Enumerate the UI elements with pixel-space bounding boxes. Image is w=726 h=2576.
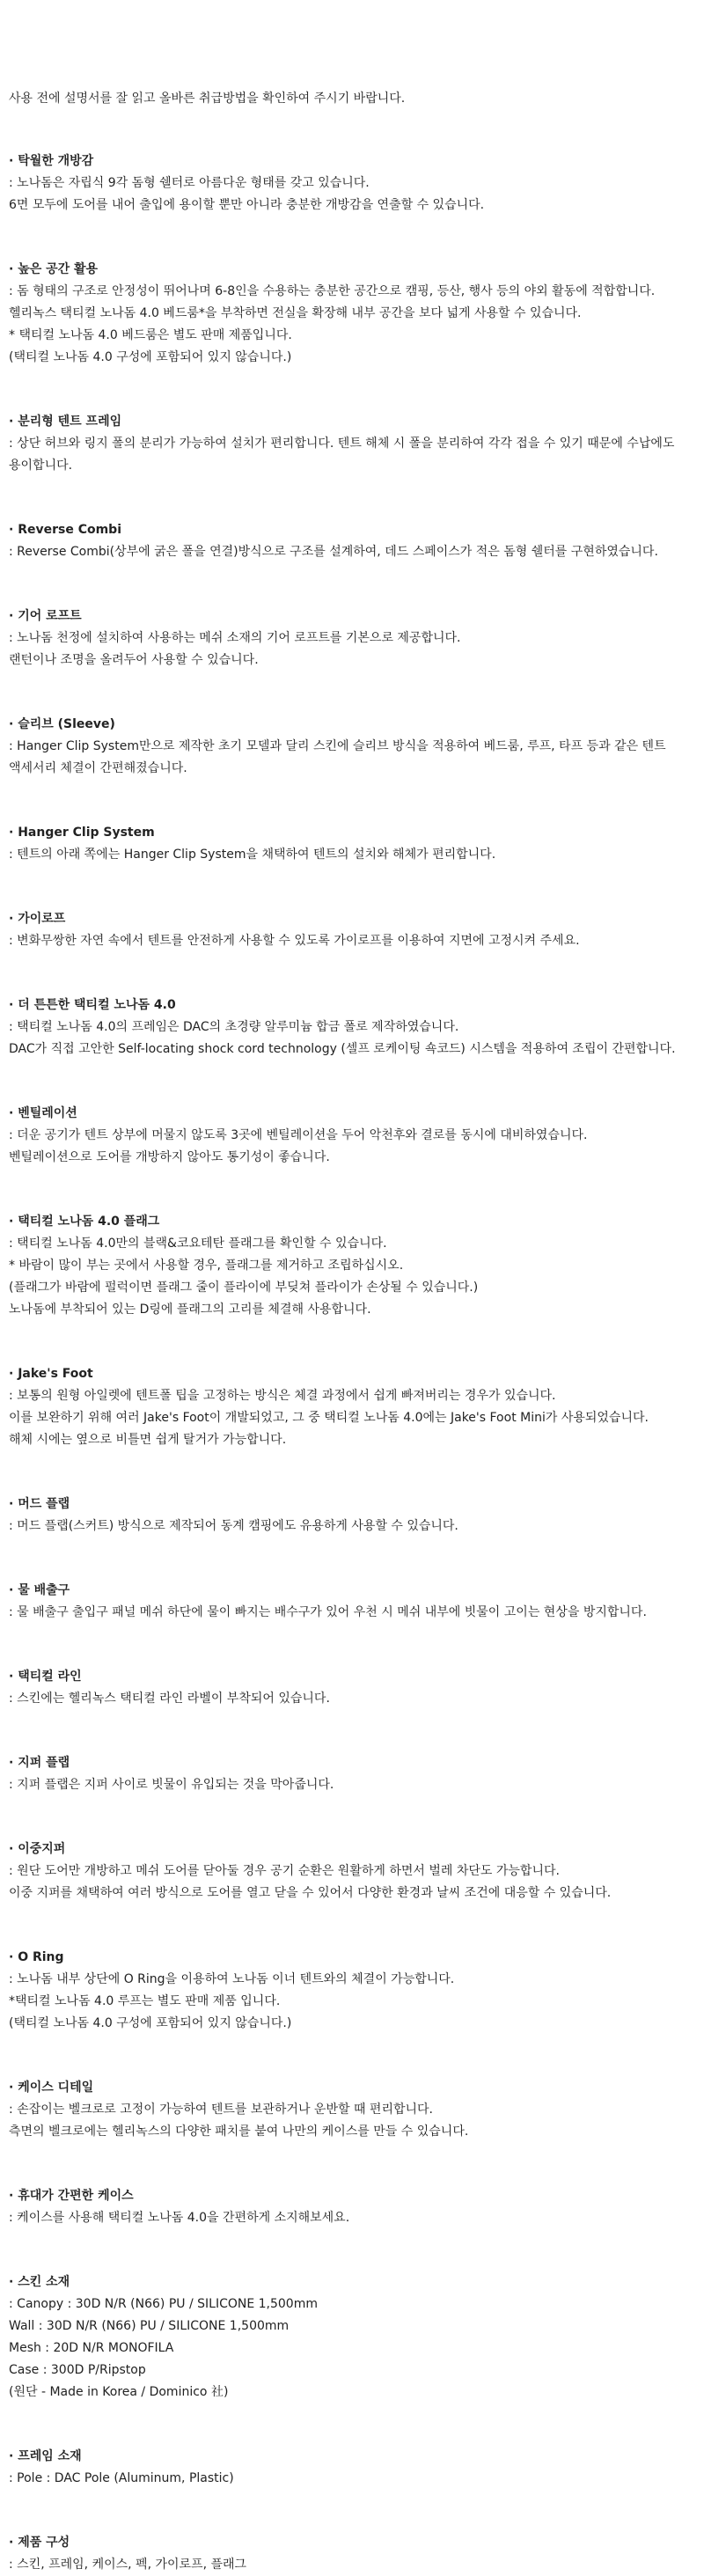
- section-text-line: : 텐트의 아래 쪽에는 Hanger Clip System을 채택하여 텐트의 설치와 해체가 편리합니다.: [9, 848, 496, 862]
- feature-section: [9, 714, 717, 780]
- section-text-line: * 택티컬 노나돔 4.0 베드룸은 별도 판매 제품입니다.: [9, 328, 292, 342]
- section-text-line: Mesh : 20D N/R MONOFILA: [9, 2341, 174, 2355]
- section-title: · 높은 공간 활용: [9, 262, 99, 276]
- feature-section: [9, 1838, 717, 1904]
- section-text-line: : 손잡이는 벨크로로 고정이 가능하여 텐트를 보관하거나 운반할 때 편리합니다.: [9, 2103, 433, 2117]
- section-title: · 탁월한 개방감: [9, 154, 94, 168]
- feature-section: [9, 259, 717, 369]
- section-text-line: 헬리녹스 택티컬 노나돔 4.0 베드룸*을 부착하면 전실을 확장해 내부 공간을 보다 넓게 사용할 수 있습니다.: [9, 306, 582, 320]
- section-title: · 이중지퍼: [9, 1842, 66, 1856]
- section-text-line: (원단 - Made in Korea / Dominico 社): [9, 2385, 229, 2399]
- section-title: · 택티컬 라인: [9, 1670, 82, 1684]
- section-title: · Hanger Clip System: [9, 826, 155, 840]
- section-text-line: : 스킨, 프레임, 케이스, 펙, 가이로프, 플래그: [9, 2558, 247, 2572]
- section-text-line: : Hanger Clip System만으로 제작한 초기 모델과 달리 스킨에 슬리브 방식을 적용하여 베드룸, 루프, 타프 등과 같은 텐트 액세서리 체결이 간편해졌습니다.: [9, 739, 666, 775]
- section-title: · O Ring: [9, 1950, 64, 1964]
- section-text-line: : 상단 허브와 링지 폴의 분리가 가능하여 설치가 편리합니다. 텐트 해체 시 폴을 분리하여 각각 접을 수 있기 때문에 수납에도 용이합니다.: [9, 437, 675, 473]
- feature-section: [9, 1363, 717, 1451]
- feature-section: [9, 2271, 717, 2404]
- section-text-line: 랜턴이나 조명을 올려두어 사용할 수 있습니다.: [9, 653, 259, 667]
- section-title: · 케이스 디테일: [9, 2081, 94, 2095]
- section-text-line: : 머드 플랩(스커트) 방식으로 제작되어 동계 캠핑에도 유용하게 사용할 수 있습니다.: [9, 1519, 458, 1533]
- section-text-line: 6면 모두에 도어를 내어 출입에 용이할 뿐만 아니라 충분한 개방감을 연출할 수 있습니다.: [9, 198, 485, 212]
- feature-section: [9, 1103, 717, 1169]
- feature-sections: [9, 150, 717, 2576]
- feature-section: [9, 411, 717, 477]
- section-text-line: (플래그가 바람에 펄럭이면 플래그 줄이 플라이에 부딪쳐 플라이가 손상될 수 있습니다.): [9, 1281, 479, 1295]
- section-text-line: : 물 배출구 출입구 패널 메쉬 하단에 물이 빠지는 배수구가 있어 우천 시 메쉬 내부에 빗물이 고이는 현상을 방지합니다.: [9, 1605, 647, 1619]
- section-text-line: : 지퍼 플랩은 지퍼 사이로 빗물이 유입되는 것을 막아줍니다.: [9, 1778, 334, 1792]
- section-text-line: Wall : 30D N/R (N66) PU / SILICONE 1,500mm: [9, 2319, 290, 2333]
- section-text-line: : 스킨에는 헬리녹스 택티컬 라인 라벨이 부착되어 있습니다.: [9, 1692, 330, 1706]
- section-text-line: 이를 보완하기 위해 여러 Jake's Foot이 개발되었고, 그 중 택티컬 노나돔 4.0에는 Jake's Foot Mini가 사용되었습니다.: [9, 1411, 649, 1425]
- section-title: · Reverse Combi: [9, 523, 121, 537]
- section-text-line: (택티컬 노나돔 4.0 구성에 포함되어 있지 않습니다.): [9, 2016, 292, 2030]
- section-text-line: : Pole : DAC Pole (Aluminum, Plastic): [9, 2471, 234, 2485]
- section-title: · 더 튼튼한 택티컬 노나돔 4.0: [9, 998, 176, 1012]
- section-text-line: 해체 시에는 옆으로 비틀면 쉽게 탈거가 가능합니다.: [9, 1433, 287, 1447]
- section-title: · 프레임 소재: [9, 2449, 82, 2463]
- section-text-line: 벤틸레이션으로 도어를 개방하지 않아도 통기성이 좋습니다.: [9, 1150, 330, 1164]
- section-text-line: 노나돔에 부착되어 있는 D링에 플래그의 고리를 체결해 사용합니다.: [9, 1303, 371, 1317]
- feature-section: [9, 2446, 717, 2490]
- feature-section: [9, 1211, 717, 1321]
- feature-section: [9, 1947, 717, 2035]
- section-text-line: : Canopy : 30D N/R (N66) PU / SILICONE 1,500mm: [9, 2297, 318, 2311]
- section-title: · 지퍼 플랩: [9, 1756, 70, 1770]
- section-text-line: : 보통의 원형 아일렛에 텐트폴 팁을 고정하는 방식은 체결 과정에서 쉽게 빠져버리는 경우가 있습니다.: [9, 1389, 556, 1403]
- section-text-line: : 돔 형태의 구조로 안정성이 뛰어나며 6-8인을 수용하는 충분한 공간으로 캠핑, 등산, 행사 등의 야외 활동에 적합합니다.: [9, 284, 656, 298]
- section-text-line: 이중 지퍼를 채택하여 여러 방식으로 도어를 열고 닫을 수 있어서 다양한 환경과 날씨 조건에 대응할 수 있습니다.: [9, 1886, 612, 1900]
- section-title: · 가이로프: [9, 912, 66, 926]
- section-text-line: : 더운 공기가 텐트 상부에 머물지 않도록 3곳에 벤틸레이션을 두어 악천후와 결로를 동시에 대비하였습니다.: [9, 1128, 588, 1142]
- section-title: · 기어 로프트: [9, 609, 82, 623]
- section-text-line: Case : 300D P/Ripstop: [9, 2363, 146, 2377]
- feature-section: [9, 1666, 717, 1710]
- section-title: · 휴대가 간편한 케이스: [9, 2189, 134, 2203]
- section-title: · 분리형 텐트 프레임: [9, 415, 122, 429]
- feature-section: [9, 605, 717, 672]
- feature-section: [9, 1752, 717, 1796]
- section-title: · 머드 플랩: [9, 1497, 70, 1511]
- feature-section: [9, 2077, 717, 2143]
- feature-section: [9, 150, 717, 217]
- feature-section: [9, 2185, 717, 2229]
- section-text-line: DAC가 직접 고안한 Self-locating shock cord technology (셀프 로케이팅 쇽코드) 시스템을 적용하여 조립이 간편합니다.: [9, 1042, 676, 1056]
- section-title: · 택티컬 노나돔 4.0 플래그: [9, 1215, 160, 1229]
- section-title: · 벤틸레이션: [9, 1106, 77, 1120]
- section-text-line: : 원단 도어만 개방하고 메쉬 도어를 닫아둘 경우 공기 순환은 원활하게 하면서 벌레 차단도 가능합니다.: [9, 1864, 560, 1878]
- intro-notice: 사용 전에 설명서를 잘 읽고 올바른 취급방법을 확인하여 주시기 바랍니다.: [9, 92, 406, 106]
- section-text-line: 측면의 벨크로에는 헬리녹스의 다양한 패치를 붙여 나만의 케이스를 만들 수 있습니다.: [9, 2125, 469, 2139]
- feature-section: [9, 994, 717, 1060]
- section-title: · 스킨 소재: [9, 2275, 70, 2289]
- section-text-line: : 케이스를 사용해 택티컬 노나돔 4.0을 간편하게 소지해보세요.: [9, 2211, 350, 2225]
- section-text-line: : Reverse Combi(상부에 굵은 폴을 연결)방식으로 구조를 설계하여, 데드 스페이스가 적은 돔형 쉘터를 구현하였습니다.: [9, 545, 658, 559]
- section-text-line: *택티컬 노나돔 4.0 루프는 별도 판매 제품 입니다.: [9, 1994, 281, 2008]
- section-text-line: * 바람이 많이 부는 곳에서 사용할 경우, 플래그를 제거하고 조립하십시오.: [9, 1259, 404, 1273]
- feature-section: [9, 1493, 717, 1538]
- feature-section: [9, 519, 717, 563]
- feature-section: [9, 822, 717, 866]
- feature-section: [9, 908, 717, 952]
- section-text-line: (택티컬 노나돔 4.0 구성에 포함되어 있지 않습니다.): [9, 350, 292, 364]
- section-title: · 슬리브 (Sleeve): [9, 717, 115, 731]
- section-text-line: : 택티컬 노나돔 4.0의 프레임은 DAC의 초경량 알루미늄 합금 폴로 제작하였습니다.: [9, 1020, 459, 1034]
- section-text-line: : 노나돔은 자립식 9각 돔형 쉘터로 아름다운 형태를 갖고 있습니다.: [9, 176, 370, 190]
- section-text-line: : 노나돔 천정에 설치하여 사용하는 메쉬 소재의 기어 로프트를 기본으로 제공합니다.: [9, 631, 461, 645]
- section-text-line: : 노나돔 내부 상단에 O Ring을 이용하여 노나돔 이너 텐트와의 체결이 가능합니다.: [9, 1972, 455, 1986]
- section-title: · 물 배출구: [9, 1583, 70, 1597]
- section-title: · Jake's Foot: [9, 1367, 93, 1381]
- feature-section: [9, 1580, 717, 1624]
- section-text-line: : 택티컬 노나돔 4.0만의 블랙&코요테탄 플래그를 확인할 수 있습니다.: [9, 1237, 387, 1251]
- section-title: · 제품 구성: [9, 2536, 70, 2550]
- section-text-line: : 변화무쌍한 자연 속에서 텐트를 안전하게 사용할 수 있도록 가이로프를 이용하여 지면에 고정시켜 주세요.: [9, 934, 580, 948]
